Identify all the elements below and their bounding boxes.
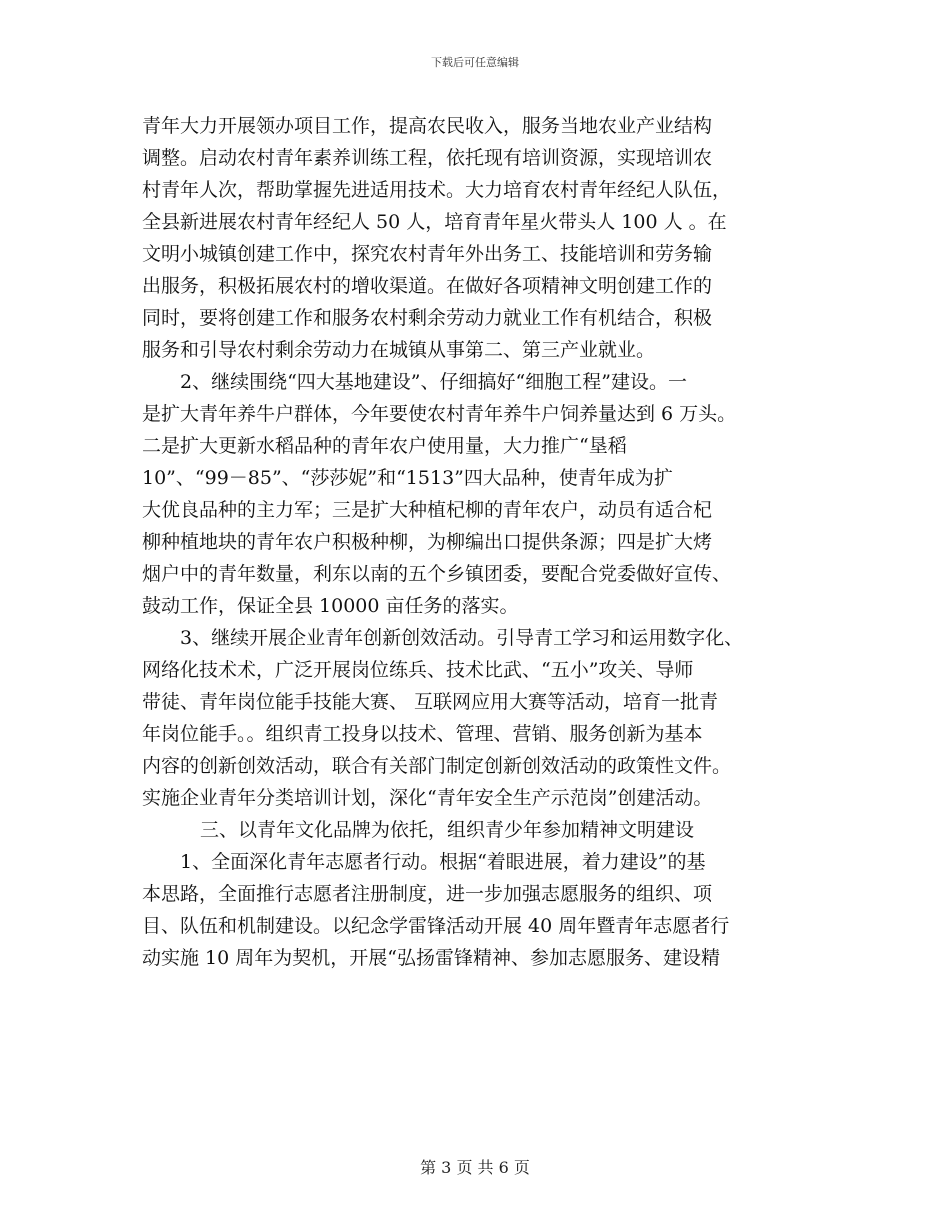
- text-line: 是扩大青年养牛户群体，今年要使农村青年养牛户饲养量达到 6 万头。: [142, 403, 737, 425]
- paragraph-start-line: 1、全面深化青年志愿者行动。根据“着眼进展，着力建设”的基: [180, 851, 706, 873]
- section-heading: 三、以青年文化品牌为依托，组织青少年参加精神文明建设: [200, 819, 695, 841]
- text-line: 带徒、青年岗位能手技能大赛、 互联网应用大赛等活动，培育一批青: [142, 691, 719, 713]
- paragraph-start-line: 3、继续开展企业青年创新创效活动。引导青工学习和运用数字化、: [180, 627, 744, 649]
- text-line: 柳种植地块的青年农户积极种柳，为柳编出口提供条源；四是扩大烤: [142, 531, 713, 553]
- text-line: 大优良品种的主力军；三是扩大种植杞柳的青年农户，动员有适合杞: [142, 499, 713, 521]
- text-line: 青年大力开展领办项目工作，提高农民收入，服务当地农业产业结构: [142, 115, 713, 137]
- text-line: 实施企业青年分类培训计划，深化“青年安全生产示范岗”创建活动。: [142, 787, 713, 809]
- paragraph-start-line: 2、继续围绕“四大基地建设”、仔细搞好“细胞工程”建设。一: [180, 371, 687, 393]
- text-line: 村青年人次，帮助掌握先进适用技术。大力培育农村青年经纪人队伍，: [142, 179, 732, 201]
- page-number: 第 3 页 共 6 页: [420, 1158, 530, 1177]
- document-body: [142, 110, 814, 974]
- page-header: 下载后可任意编辑: [431, 56, 519, 69]
- text-line: 本思路，全面推行志愿者注册制度，进一步加强志愿服务的组织、项: [142, 883, 713, 905]
- text-line: 10”、“99－85”、“莎莎妮”和“1513”四大品种，使青年成为扩: [142, 467, 673, 489]
- text-line: 同时，要将创建工作和服务农村剩余劳动力就业工作有机结合，积极: [142, 307, 713, 329]
- text-line: 服务和引导农村剩余劳动力在城镇从事第二、第三产业就业。: [142, 339, 656, 361]
- text-line: 年岗位能手。。组织青工投身以技术、管理、营销、服务创新为基本: [142, 723, 703, 745]
- text-line: 出服务，积极拓展农村的增收渠道。在做好各项精神文明创建工作的: [142, 275, 713, 297]
- text-line: 全县新进展农村青年经纪人 50 人，培育青年星火带头人 100 人 。在: [142, 211, 727, 233]
- text-line: 文明小城镇创建工作中，探究农村青年外出务工、技能培训和劳务输: [142, 243, 713, 265]
- text-line: 动实施 10 周年为契机，开展“弘扬雷锋精神、参加志愿服务、建设精: [142, 947, 720, 969]
- text-line: 目、队伍和机制建设。以纪念学雷锋活动开展 40 周年暨青年志愿者行: [142, 915, 730, 937]
- text-line: 网络化技术术，广泛开展岗位练兵、技术比武、“五小”攻关、导师: [142, 659, 694, 681]
- text-line: 鼓动工作，保证全县 10000 亩任务的落实。: [142, 595, 519, 617]
- text-line: 烟户中的青年数量，利东以南的五个乡镇团委，要配合党委做好宣传、: [142, 563, 732, 585]
- text-line: 调整。启动农村青年素养训练工程，依托现有培训资源，实现培训农: [142, 147, 713, 169]
- text-line: 内容的创新创效活动，联合有关部门制定创新创效活动的政策性文件。: [142, 755, 732, 777]
- text-line: 二是扩大更新水稻品种的青年农户使用量，大力推广“垦稻: [142, 435, 627, 457]
